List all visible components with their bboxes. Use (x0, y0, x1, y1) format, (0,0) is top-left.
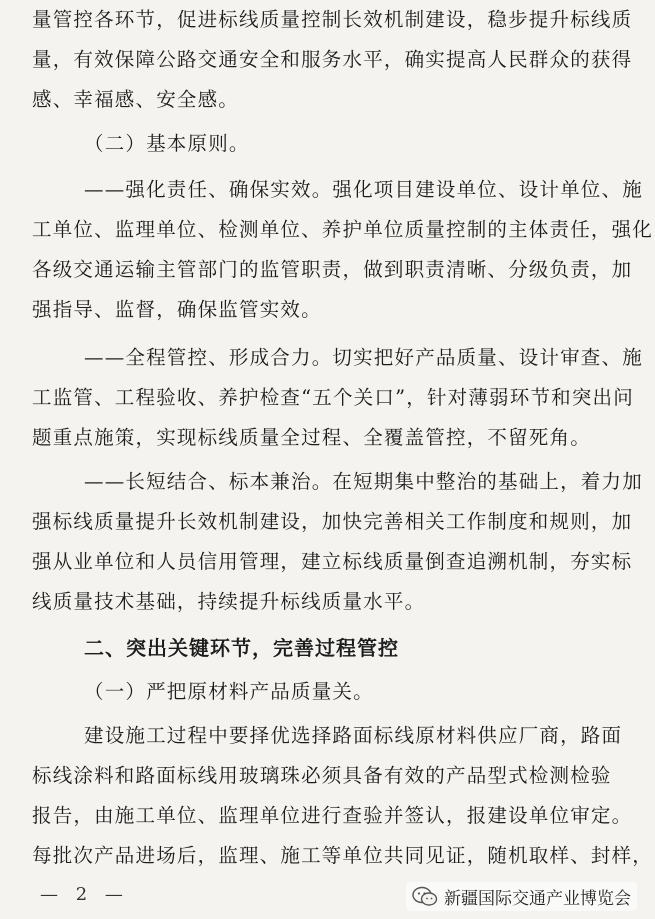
account-watermark (406, 882, 637, 911)
text-line: 线质量技术基础，持续提升标线质量水平。 (32, 590, 426, 613)
text-line: ——长短结合、标本兼治。在短期集中整治的基础上，着力加 (84, 470, 643, 493)
text-line: 工单位、监理单位、检测单位、养护单位质量控制的主体责任，强化 (32, 218, 654, 241)
paragraph-materials (32, 716, 654, 876)
paragraph-principle-2 (32, 338, 643, 458)
text-line: 题重点施策，实现标线质量全过程、全覆盖管控，不留死角。 (32, 426, 591, 449)
text-line: 强标线质量提升长效机制建设，加快完善相关工作制度和规则，加 (32, 510, 633, 533)
subsection-materials: （一）严把原材料产品质量关。 (84, 680, 374, 703)
paragraph-principle-1 (32, 170, 654, 330)
section-basic-principles: （二）基本原则。 (84, 132, 250, 155)
text-line: ——全程管控、形成合力。切实把好产品质量、设计审查、施 (84, 346, 643, 369)
text-line: 建设施工过程中要择优选择路面标线原材料供应厂商，路面 (84, 724, 623, 747)
text-line: 感、幸福感、安全感。 (32, 88, 240, 111)
paragraph-intro (32, 0, 634, 120)
text-line: 各级交通运输主管部门的监管职责，做到职责清晰、分级负责，加 (32, 258, 633, 281)
text-line: ——强化责任、确保实效。强化项目建设单位、设计单位、施 (84, 178, 643, 201)
section-heading-2: 二、突出关键环节，完善过程管控 (84, 636, 399, 660)
text-line: 强从业单位和人员信用管理，建立标线质量倒查追溯机制，夯实标 (32, 550, 633, 573)
page-footer (0, 880, 655, 916)
page-number: — 2 — (40, 884, 129, 905)
text-line: 量管控各环节，促进标线质量控制长效机制建设，稳步提升标线质 (32, 8, 633, 31)
paragraph-principle-3 (32, 462, 643, 622)
text-line: 报告，由施工单位、监理单位进行查验并签认，报建设单位审定。 (32, 804, 633, 827)
text-line: 工监管、工程验收、养护检查“五个关口”，针对薄弱环节和突出问 (32, 386, 634, 409)
wechat-icon (412, 886, 438, 908)
watermark-text: 新疆国际交通产业博览会 (444, 889, 631, 909)
text-line: 每批次产品进场后，监理、施工等单位共同见证，随机取样、封样， (32, 844, 654, 867)
text-line: 标线涂料和路面标线用玻璃珠必须具备有效的产品型式检测检验 (32, 764, 612, 787)
text-line: 强指导、监督，确保监管实效。 (32, 298, 322, 321)
text-line: 量，有效保障公路交通安全和服务水平，确实提高人民群众的获得 (32, 48, 633, 71)
